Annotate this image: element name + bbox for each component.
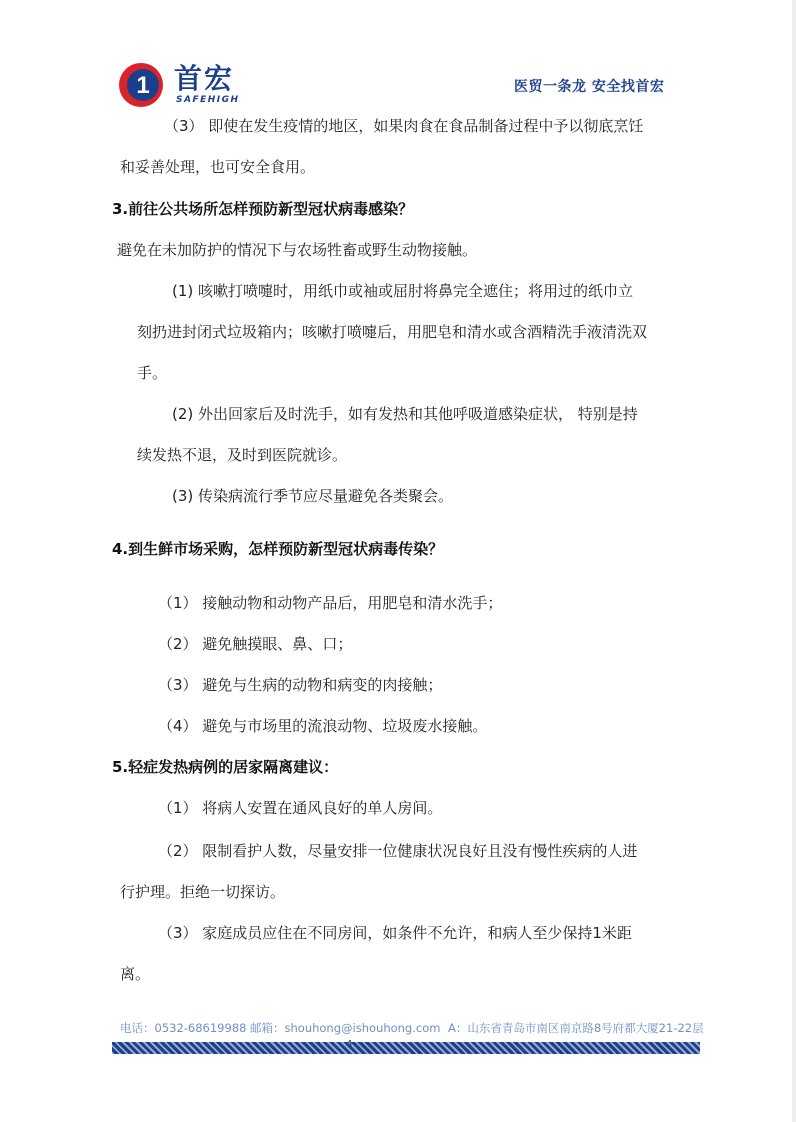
list-item: （2） 避免触摸眼、鼻、口； bbox=[158, 635, 353, 653]
list-item-line: 续发热不退，及时到医院就诊。 bbox=[137, 446, 348, 464]
section-intro: 避免在未加防护的情况下与农场牲畜或野生动物接触。 bbox=[117, 241, 478, 259]
list-item-line: 刻扔进封闭式垃圾箱内；咳嗽打喷嚏后，用肥皂和清水或含酒精洗手液清洗双 bbox=[137, 323, 648, 341]
footer-phone: 电话：0532-68619988 bbox=[120, 1021, 247, 1035]
list-item: （4） 避免与市场里的流浪动物、垃圾废水接触。 bbox=[158, 717, 488, 735]
list-item-line: 行护理。拒绝一切探访。 bbox=[120, 883, 286, 901]
list-item-line: 离。 bbox=[120, 965, 151, 983]
list-item-line: (2) 外出回家后及时洗手，如有发热和其他呼吸道感染症状， 特别是持 bbox=[172, 405, 638, 423]
logo-chinese-name: 首宏 bbox=[174, 62, 235, 95]
section-heading-4: 4.到生鲜市场采购，怎样预防新型冠状病毒传染？ bbox=[112, 540, 444, 558]
logo-circle-icon bbox=[118, 62, 164, 108]
footer-address: A：山东省青岛市南区南京路8号府都大厦21-22层 bbox=[448, 1021, 704, 1035]
paragraph-line: （3） 即使在发生疫情的地区，如果肉食在食品制备过程中予以彻底烹饪 bbox=[164, 117, 644, 135]
list-item: （1） 接触动物和动物产品后，用肥皂和清水洗手； bbox=[158, 594, 503, 612]
list-item: (3) 传染病流行季节应尽量避免各类聚会。 bbox=[172, 487, 454, 505]
section-heading-3: 3.前往公共场所怎样预防新型冠状病毒感染？ bbox=[112, 200, 414, 218]
logo-digit: 1 bbox=[136, 72, 150, 99]
company-logo bbox=[118, 60, 248, 110]
list-item-line: （2） 限制看护人数，尽量安排一位健康状况良好且没有慢性疾病的人进 bbox=[158, 842, 638, 860]
list-item-line: （3） 家庭成员应住在不同房间，如条件不允许，和病人至少保持1米距 bbox=[158, 924, 632, 942]
list-item: （1） 将病人安置在通风良好的单人房间。 bbox=[158, 799, 443, 817]
footer-email: 邮箱：shouhong@ishouhong.com bbox=[250, 1021, 441, 1035]
list-item-line: 手。 bbox=[137, 364, 168, 382]
list-item-line: (1) 咳嗽打喷嚏时，用纸巾或袖或屈肘将鼻完全遮住；将用过的纸巾立 bbox=[172, 282, 634, 300]
section-heading-5: 5.轻症发热病例的居家隔离建议： bbox=[112, 758, 339, 776]
page-number: 4 bbox=[346, 1039, 353, 1050]
footer-decorative-bar bbox=[112, 1042, 700, 1054]
list-item: （3） 避免与生病的动物和病变的肉接触； bbox=[158, 676, 443, 694]
paragraph-line: 和妥善处理，也可安全食用。 bbox=[120, 158, 316, 176]
logo-english-name: SAFEHIGH bbox=[176, 95, 240, 105]
header-slogan: 医贸一条龙 安全找首宏 bbox=[514, 79, 665, 95]
page-edge bbox=[792, 0, 796, 1122]
